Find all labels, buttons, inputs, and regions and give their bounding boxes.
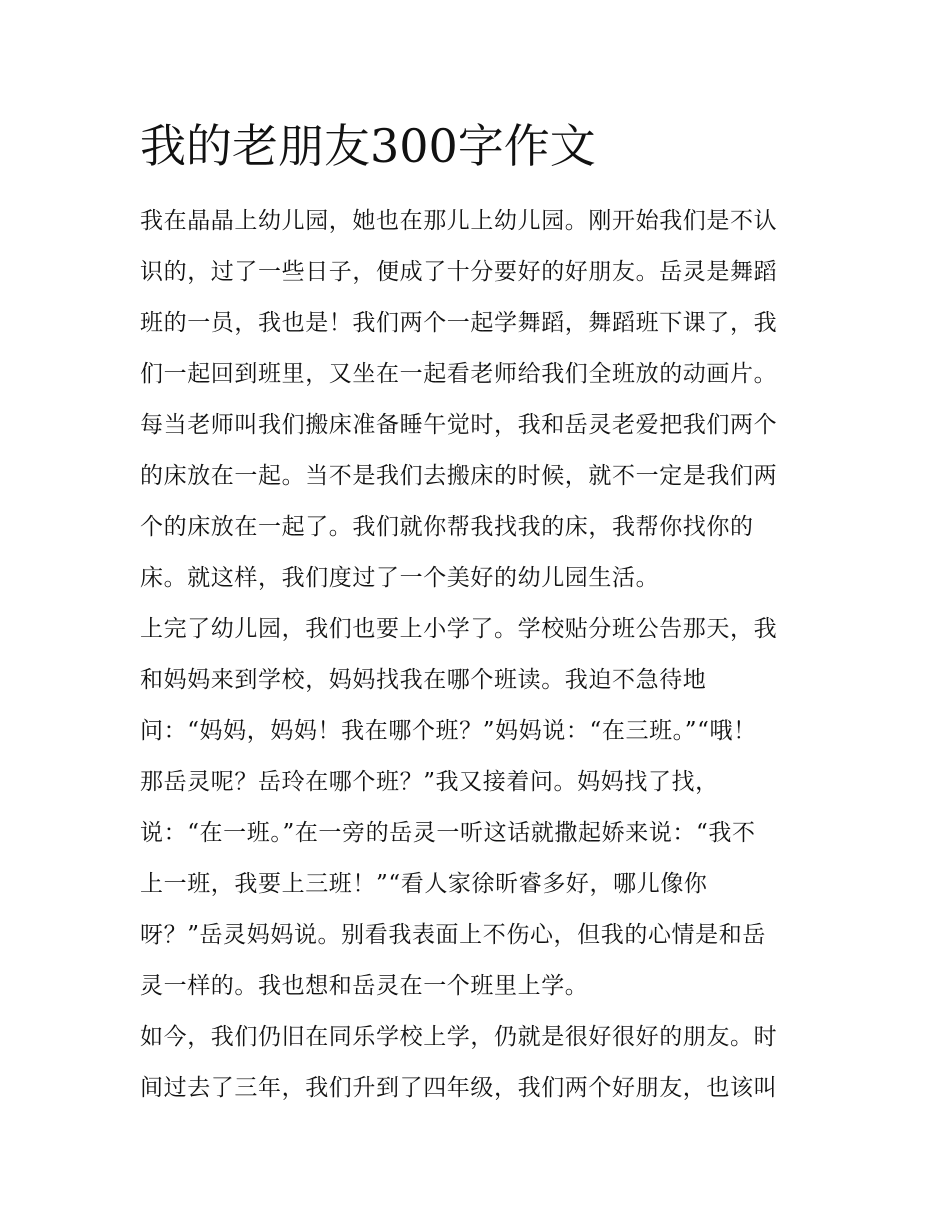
text-line: 那岳灵呢？岳玲在哪个班？”我又接着问。妈妈找了找， (140, 769, 719, 795)
text-line: 上完了幼儿园，我们也要上小学了。学校贴分班公告那天，我 (140, 616, 778, 642)
text-line: 每当老师叫我们搬床准备睡午觉时，我和岳灵老爱把我们两个 (140, 412, 778, 438)
text-line: 问：“妈妈，妈妈！我在哪个班？”妈妈说：“在三班。”“哦！ (140, 718, 757, 744)
text-line: 个的床放在一起了。我们就你帮我找我的床，我帮你找你的 (140, 514, 754, 540)
text-line: 如今，我们仍旧在同乐学校上学，仍就是很好很好的朋友。时 (140, 1024, 778, 1050)
text-line: 我在晶晶上幼儿园，她也在那儿上幼儿园。刚开始我们是不认 (140, 208, 778, 234)
text-line: 班的一员，我也是！我们两个一起学舞蹈，舞蹈班下课了，我 (140, 310, 778, 336)
text-line: 识的，过了一些日子，便成了十分要好的好朋友。岳灵是舞蹈 (140, 259, 778, 285)
text-line: 呀？”岳灵妈妈说。别看我表面上不伤心，但我的心情是和岳 (140, 922, 766, 948)
document-title: 我的老朋友300字作文 (140, 119, 596, 173)
text-line: 间过去了三年，我们升到了四年级，我们两个好朋友，也该叫 (140, 1075, 778, 1101)
text-line: 们一起回到班里，又坐在一起看老师给我们全班放的动画片。 (140, 361, 778, 387)
text-line: 说：“在一班。”在一旁的岳灵一听这话就撒起娇来说：“我不 (140, 820, 756, 846)
text-line: 床。就这样，我们度过了一个美好的幼儿园生活。 (140, 565, 660, 591)
text-line: 的床放在一起。当不是我们去搬床的时候，就不一定是我们两 (140, 463, 778, 489)
document-body (140, 196, 820, 1114)
text-line: 和妈妈来到学校，妈妈找我在哪个班读。我迫不急待地 (140, 667, 707, 693)
text-line: 上一班，我要上三班！”“看人家徐昕睿多好，哪儿像你 (140, 871, 708, 897)
text-line: 灵一样的。我也想和岳灵在一个班里上学。 (140, 973, 589, 999)
